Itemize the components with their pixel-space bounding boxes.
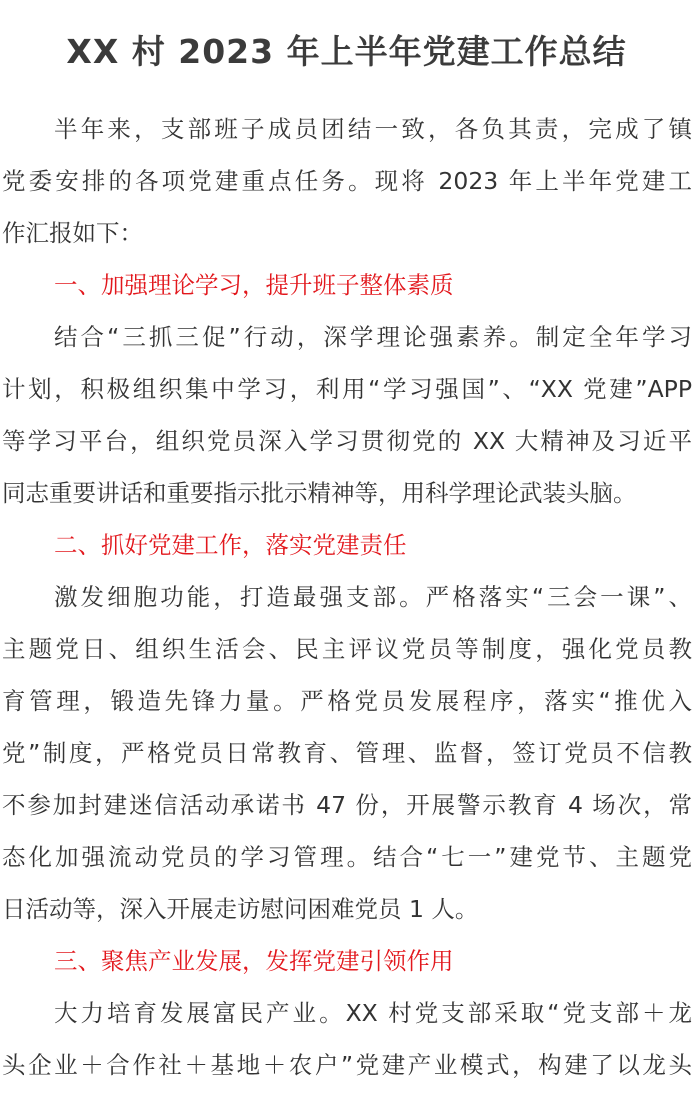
paragraph-intro-line-3: 作汇报如下： [2,219,143,247]
paragraph-2-line-2: 主题党日、组织生活会、民主评议党员等制度，强化党员教 [2,635,692,663]
paragraph-3-line-2: 头企业＋合作社＋基地＋农户”党建产业模式，构建了以龙头 [2,1051,692,1079]
paragraph-1-line-1: 结合“三抓三促”行动，深学理论强素养。制定全年学习 [54,323,692,351]
paragraph-2-line-4: 党”制度，严格党员日常教育、管理、监督，签订党员不信教 [2,739,692,767]
paragraph-2-line-6: 态化加强流动党员的学习管理。结合“七一”建党节、主题党 [2,843,692,871]
document-title: XX 村 2023 年上半年党建工作总结 [66,32,627,71]
paragraph-2-line-7: 日活动等，深入开展走访慰问困难党员 1 人。 [2,895,479,923]
section-heading-2: 二、抓好党建工作，落实党建责任 [54,531,407,559]
paragraph-2-line-5: 不参加封建迷信活动承诺书 47 份，开展警示教育 4 场次，常 [2,791,692,819]
section-heading-1: 一、加强理论学习，提升班子整体素质 [54,271,454,299]
paragraph-2-line-3: 育管理，锻造先锋力量。严格党员发展程序，落实“推优入 [2,687,692,715]
paragraph-1-line-2: 计划，积极组织集中学习，利用“学习强国”、“XX 党建”APP [2,375,692,403]
paragraph-1-line-3: 等学习平台，组织党员深入学习贯彻党的 XX 大精神及习近平 [2,427,692,455]
paragraph-2-line-1: 激发细胞功能，打造最强支部。严格落实“三会一课”、 [54,583,692,611]
paragraph-intro-line-1: 半年来，支部班子成员团结一致，各负其责，完成了镇 [54,115,692,143]
paragraph-intro-line-2: 党委安排的各项党建重点任务。现将 2023 年上半年党建工 [2,167,692,195]
document-body [2,103,692,1091]
paragraph-3-line-1: 大力培育发展富民产业。XX 村党支部采取“党支部＋龙 [54,999,692,1027]
paragraph-1-line-4: 同志重要讲话和重要指示批示精神等，用科学理论武装头脑。 [2,479,637,507]
section-heading-3: 三、聚焦产业发展，发挥党建引领作用 [54,947,454,975]
